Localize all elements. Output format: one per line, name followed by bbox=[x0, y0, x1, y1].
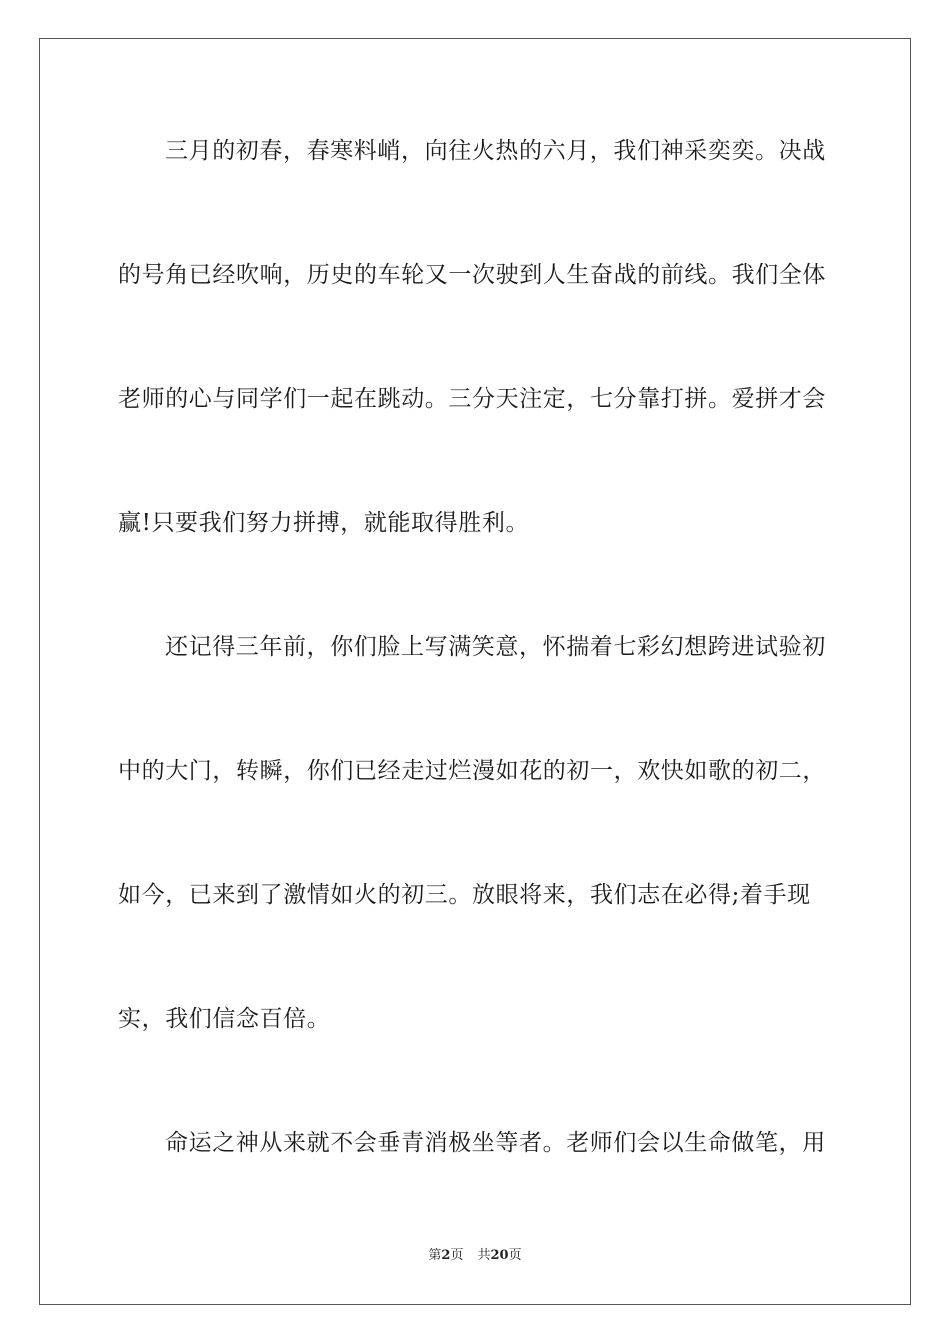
paragraph-3-line-1: 命运之神从来就不会垂青消极坐等者。老师们会以生命做笔，用 bbox=[165, 1130, 826, 1156]
footer-page-suffix: 页 bbox=[450, 1248, 464, 1263]
footer-total-suffix: 页 bbox=[508, 1248, 522, 1263]
footer-total-pages: 20 bbox=[490, 1248, 509, 1263]
footer-total-prefix: 共 bbox=[477, 1248, 491, 1263]
footer-page-prefix: 第 bbox=[428, 1248, 442, 1263]
paragraph-2-line-2: 中的大门，转瞬，你们已经走过烂漫如花的初一，欢快如歌的初二， bbox=[118, 758, 826, 784]
paragraph-1-line-3: 老师的心与同学们一起在跳动。三分天注定，七分靠打拼。爱拼才会 bbox=[118, 386, 826, 412]
page-border bbox=[39, 38, 911, 1305]
paragraph-2-line-1: 还记得三年前，你们脸上写满笑意，怀揣着七彩幻想跨进试验初 bbox=[165, 634, 826, 660]
footer-page-number: 2 bbox=[441, 1248, 451, 1263]
paragraph-1-line-2: 的号角已经吹响，历史的车轮又一次驶到人生奋战的前线。我们全体 bbox=[118, 262, 826, 288]
paragraph-1-line-4: 赢!只要我们努力拼搏，就能取得胜利。 bbox=[118, 510, 530, 536]
page-footer bbox=[0, 1247, 950, 1265]
paragraph-2-line-3: 如今，已来到了激情如火的初三。放眼将来，我们志在必得;着手现 bbox=[118, 882, 811, 908]
paragraph-2-line-4: 实，我们信念百倍。 bbox=[118, 1006, 331, 1032]
paragraph-1-line-1: 三月的初春，春寒料峭，向往火热的六月，我们神采奕奕。决战 bbox=[165, 138, 826, 164]
